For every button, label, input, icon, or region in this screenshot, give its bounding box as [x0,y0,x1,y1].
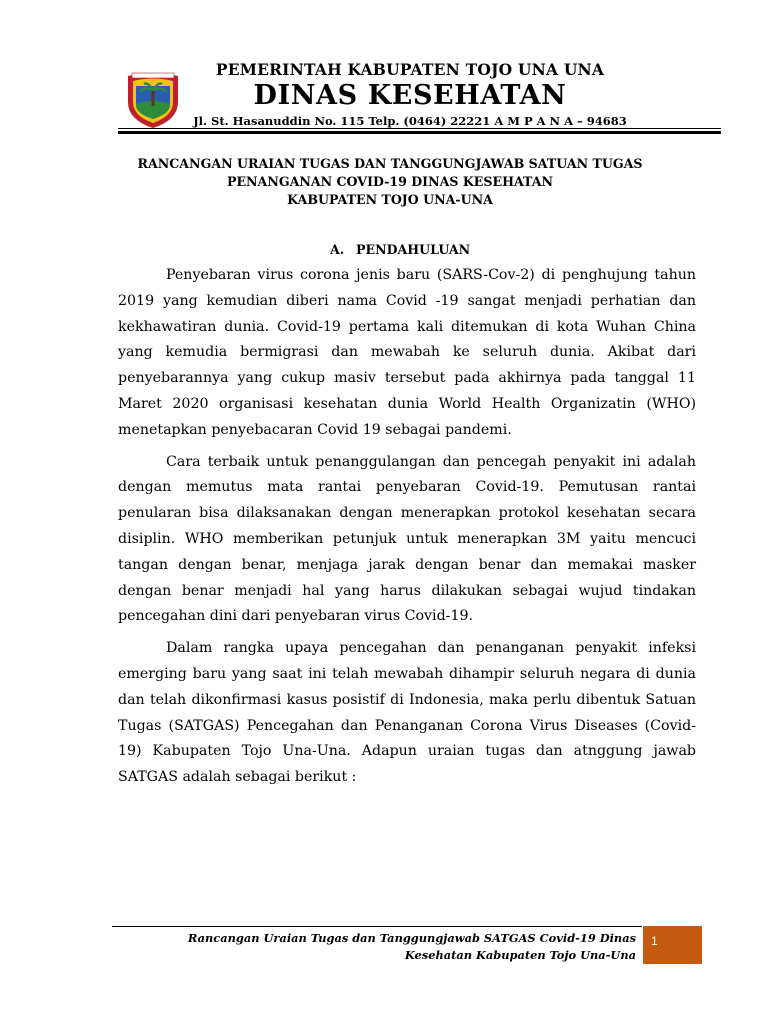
letterhead-divider-thick [118,131,721,134]
paragraph: Penyebaran virus corona jenis baru (SARS-Cov-2) di penghujung tahun 2019 yang kemudian diberi nama Covid -19 sangat menjadi perhatian dan kekhawatiran dunia. Covid-19 pertama kali ditemukan di kota Wuhan China yang kemudia bermigrasi dan mewabah ke seluruh dunia. Akibat dari penyebarannya yang cukup masiv tersebut pada akhirnya pada tanggal 11 Maret 2020 organisasi kesehatan dunia World Health Organizatin (WHO) menetapkan penyebacaran Covid 19 sebagai pandemi. [118,267,696,438]
footer-line-2: Kesehatan Kabupaten Tojo Una-Una [404,948,636,962]
page-number: 1 [651,934,658,948]
body-text [118,263,696,797]
section-title: PENDAHULUAN [356,242,471,257]
letterhead-divider-thin [118,128,721,129]
section-heading [330,242,470,257]
office-name: DINAS KESEHATAN [253,80,567,111]
title-line-1: RANCANGAN URAIAN TUGAS DAN TANGGUNGJAWAB SATUAN TUGAS [137,156,643,171]
section-number: A. [330,242,345,257]
title-line-2: PENANGANAN COVID-19 DINAS KESEHATAN [226,174,554,189]
institution-name: PEMERINTAH KABUPATEN TOJO UNA UNA [215,60,605,79]
page-number-box [643,926,702,964]
document-title [110,155,670,209]
title-line-3: KABUPATEN TOJO UNA-UNA [287,192,493,207]
footer-caption [112,930,636,964]
footer-line-1: Rancangan Uraian Tugas dan Tanggungjawab SATGAS Covid-19 Dinas [187,931,636,945]
office-address: Jl. St. Hasanuddin No. 115 Telp. (0464) 22221 A M P A N A – 94683 [193,114,627,128]
paragraph: Cara terbaik untuk penanggulangan dan pencegah penyakit ini adalah dengan memutus mata rantai penyebaran Covid-19. Pemutusan rantai penularan bisa dilaksanakan dengan menerapkan protokol kesehatan secara disiplin. WHO memberikan petunjuk untuk menerapkan 3M yaitu mencuci tangan dengan benar, menjaga jarak dengan benar dan memakai masker dengan benar menjadi hal yang harus dilakukan sebagai wujud tindakan pencegahan dini dari penyebaran virus Covid-19. [118,453,696,625]
paragraph: Dalam rangka upaya pencegahan dan penanganan penyakit infeksi emerging baru yang saat ini telah mewabah dihampir seluruh negara di dunia dan telah dikonfirmasi kasus posistif di Indonesia, maka perlu dibentuk Satuan Tugas (SATGAS) Pencegahan dan Penanganan Corona Virus Diseases (Covid-19) Kabupaten Tojo Una-Una. Adapun uraian tugas dan atnggung jawab SATGAS adalah sebagai berikut : [118,640,696,786]
footer-divider [112,926,642,927]
